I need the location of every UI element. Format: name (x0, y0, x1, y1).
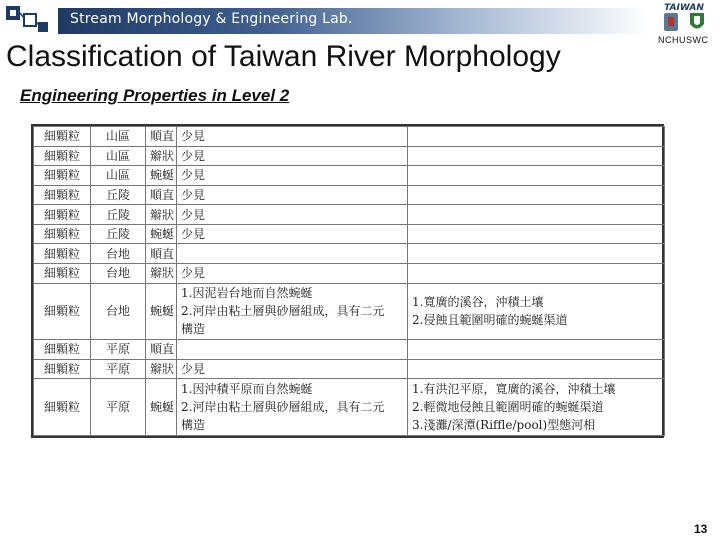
cell-line: 2.侵蝕且範圍明確的蜿蜒渠道 (412, 313, 568, 328)
features-cell (408, 166, 665, 186)
table-row (34, 283, 665, 340)
terrain-cell: 山區 (91, 127, 146, 147)
table-row (34, 340, 665, 360)
pattern-cell: 蜿蜒 (146, 283, 177, 340)
table-row (34, 185, 665, 205)
terrain-cell: 山區 (91, 146, 146, 166)
cell-line: 2.河岸由粘土層與砂層組成，具有二元 (181, 304, 385, 319)
pattern-cell: 順直 (146, 127, 177, 147)
features-cell (408, 146, 665, 166)
characteristics-cell (177, 359, 408, 379)
material-cell: 細顆粒 (34, 263, 91, 283)
material-cell: 細顆粒 (34, 224, 91, 244)
pattern-cell: 辮狀 (146, 263, 177, 283)
terrain-cell: 平原 (91, 359, 146, 379)
cell-line: 少見 (181, 129, 206, 144)
terrain-cell: 台地 (91, 244, 146, 264)
cell-line: 少見 (181, 207, 206, 222)
pattern-cell: 蜿蜒 (146, 379, 177, 436)
table-row (34, 205, 665, 225)
features-cell (408, 244, 665, 264)
material-cell: 細顆粒 (34, 127, 91, 147)
terrain-cell: 丘陵 (91, 224, 146, 244)
pattern-cell: 順直 (146, 185, 177, 205)
university-logo-icon (660, 0, 708, 34)
cell-line: 構造 (181, 418, 206, 433)
features-cell (408, 224, 665, 244)
cell-line: 3.淺灘/深潭(Riffle/pool)型態河相 (412, 418, 596, 433)
terrain-cell: 台地 (91, 283, 146, 340)
table-row (34, 224, 665, 244)
characteristics-cell (177, 224, 408, 244)
features-cell (408, 340, 665, 360)
cell-line: 少見 (181, 148, 206, 163)
pattern-cell: 順直 (146, 244, 177, 264)
cell-line: 1.寬廣的溪谷，沖積土壤 (412, 295, 544, 310)
pattern-cell: 辮狀 (146, 146, 177, 166)
features-cell (408, 185, 665, 205)
terrain-cell: 山區 (91, 166, 146, 186)
material-cell: 細顆粒 (34, 283, 91, 340)
cell-line: 少見 (181, 168, 206, 183)
pattern-cell: 蜿蜒 (146, 224, 177, 244)
cell-line: 少見 (181, 266, 206, 281)
properties-table (31, 124, 664, 438)
pattern-cell: 辮狀 (146, 205, 177, 225)
table-row (34, 379, 665, 436)
characteristics-cell (177, 340, 408, 360)
characteristics-cell (177, 263, 408, 283)
features-cell (408, 283, 665, 340)
material-cell: 細顆粒 (34, 146, 91, 166)
material-cell: 細顆粒 (34, 166, 91, 186)
terrain-cell: 台地 (91, 263, 146, 283)
logo-badge-text: TAIWAN (664, 3, 704, 13)
pattern-cell: 順直 (146, 340, 177, 360)
characteristics-cell (177, 379, 408, 436)
terrain-cell: 丘陵 (91, 185, 146, 205)
cell-line: 1.因泥岩台地而自然蜿蜒 (181, 286, 313, 301)
table-row (34, 263, 665, 283)
features-cell (408, 263, 665, 283)
cell-line: 1.有洪氾平原，寬廣的溪谷，沖積土壤 (412, 382, 616, 397)
pattern-cell: 蜿蜒 (146, 166, 177, 186)
characteristics-cell (177, 244, 408, 264)
characteristics-cell (177, 127, 408, 147)
terrain-cell: 平原 (91, 379, 146, 436)
cell-line: 2.輕微地侵蝕且範圍明確的蜿蜒渠道 (412, 400, 604, 415)
pattern-cell: 辮狀 (146, 359, 177, 379)
features-cell (408, 379, 665, 436)
page-subtitle: Engineering Properties in Level 2 (20, 86, 290, 105)
characteristics-cell (177, 283, 408, 340)
lab-logo-icon (4, 4, 56, 38)
cell-line: 2.河岸由粘土層與砂層組成，具有二元 (181, 400, 385, 415)
table-row (34, 127, 665, 147)
cell-line: 1.因沖積平原而自然蜿蜒 (181, 382, 313, 397)
terrain-cell: 平原 (91, 340, 146, 360)
material-cell: 細顆粒 (34, 379, 91, 436)
features-cell (408, 127, 665, 147)
cell-line: 構造 (181, 322, 206, 337)
characteristics-cell (177, 166, 408, 186)
table-row (34, 146, 665, 166)
features-cell (408, 205, 665, 225)
page-title: Classification of Taiwan River Morphology (6, 40, 561, 73)
table-row (34, 244, 665, 264)
characteristics-cell (177, 146, 408, 166)
cell-line: 少見 (181, 227, 206, 242)
material-cell: 細顆粒 (34, 244, 91, 264)
table-row (34, 359, 665, 379)
terrain-cell: 丘陵 (91, 205, 146, 225)
lab-name: Stream Morphology & Engineering Lab. (70, 11, 353, 27)
cell-line: 少見 (181, 361, 206, 376)
material-cell: 細顆粒 (34, 185, 91, 205)
characteristics-cell (177, 185, 408, 205)
table-row (34, 166, 665, 186)
material-cell: 細顆粒 (34, 359, 91, 379)
logo-caption: NCHUSWC (658, 35, 709, 45)
material-cell: 細顆粒 (34, 340, 91, 360)
material-cell: 細顆粒 (34, 205, 91, 225)
cell-line: 少見 (181, 187, 206, 202)
page-number: 13 (694, 522, 708, 536)
features-cell (408, 359, 665, 379)
characteristics-cell (177, 205, 408, 225)
